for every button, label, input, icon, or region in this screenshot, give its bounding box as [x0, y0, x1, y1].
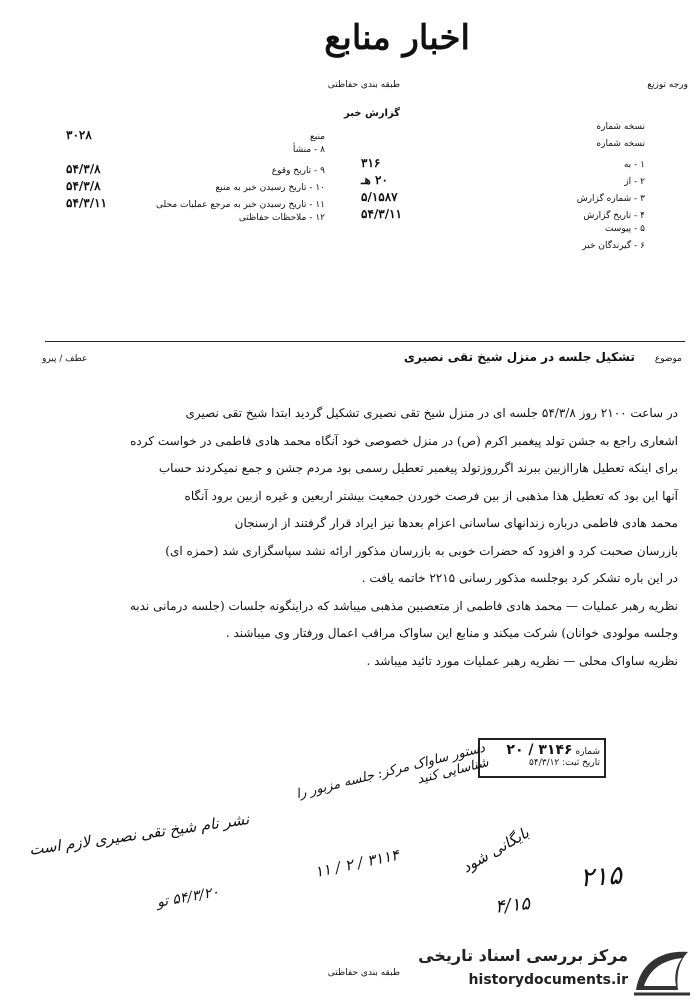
handwritten-note: دستور ساواک مرکز: جلسه مزبور را شناسایی کنید	[294, 740, 491, 803]
header-title: اخبار منابع	[324, 18, 470, 58]
body-line: آنها این بود که تعطیل هذا مذهبی از بین فرصت خوردن جمعیت بیشتر اربعین و غیره ازبین برود آنگاه	[184, 488, 678, 503]
field-label: ۵ - پیوست	[604, 224, 645, 234]
field-value: ۲۰ هـ	[361, 173, 388, 187]
handwritten-note: ۳۱۱۴ / ۲ / ۱۱	[313, 845, 401, 882]
report-body	[38, 400, 678, 675]
subject-row	[42, 350, 682, 364]
field-value: ۳۰۲۸	[66, 128, 92, 142]
field-row	[60, 162, 325, 179]
handwritten-note: بایگانی شود	[458, 823, 533, 877]
field-row	[355, 173, 645, 190]
stamp-label: شماره	[575, 747, 600, 757]
field-row	[60, 179, 325, 196]
field-label: منبع	[309, 132, 325, 142]
field-label: ۳ - شماره گزارش	[576, 194, 645, 204]
classification-bottom: طبقه بندی حفاظتی	[327, 968, 400, 978]
body-line: محمد هادی فاطمی درباره زندانهای ساسانی اعزام بعدها نیز ایراد قرار گرفتند از ارسنجان	[234, 516, 678, 530]
body-line: در ساعت ۲۱۰۰ روز ۵۴/۳/۸ جلسه ای در منزل شیخ تقی نصیری تشکیل گردید ابتدا شیخ تقی نصیری	[185, 406, 678, 420]
field-row	[355, 207, 645, 224]
field-label: ۶ - گیرندگان خبر	[582, 241, 645, 251]
report-title: گزارش خبر	[343, 108, 400, 119]
field-label: ۱۱ - تاریخ رسیدن خبر به مرجع عملیات محلی	[156, 200, 325, 210]
subject-label: موضوع	[654, 354, 682, 364]
body-line: نظریه ساواک محلی — نظریه رهبر عملیات مورد تائید میباشد .	[366, 653, 678, 668]
attachment-label: عطف / پیرو	[42, 354, 88, 364]
archive-logo-icon	[630, 942, 694, 1002]
field-label: ۴ - تاریخ گزارش	[583, 211, 645, 221]
body-line: در این باره تشکر کرد بوجلسه مذکور رسانی ۲۲۱۵ خاتمه یافت .	[361, 571, 678, 585]
field-row	[355, 241, 645, 258]
field-row	[355, 190, 645, 207]
field-value: ۳۱۶	[361, 156, 381, 170]
field-row	[60, 128, 325, 145]
field-label: ۲ - از	[624, 177, 645, 187]
field-value: ۵۴/۳/۱۱	[66, 196, 107, 210]
watermark-url: historydocuments.ir	[468, 972, 628, 988]
watermark-name: مرکز بررسی اسناد تاریخی	[418, 946, 628, 965]
field-row	[355, 224, 645, 241]
field-label: نسخه شماره	[596, 139, 645, 149]
body-line: برای اینکه تعطیل هاراازبین ببرند اگرروزتولد پیغمبر تعطیل رسمی بود مردم جشن و جمع نمیکردند حساب	[158, 461, 678, 475]
field-label: ۱۰ - تاریخ رسیدن خبر به منبع	[215, 183, 325, 193]
classification-top: طبقه بندی حفاظتی	[327, 80, 400, 90]
handwritten-note: ۲۱۵	[579, 860, 623, 894]
body-line: اشعاری راجع به جشن تولد پیغمبر اکرم (ص) در منزل خصوصی خود آنگاه محمد هادی فاطمی در خواست کرده	[130, 433, 678, 448]
handwritten-note: ۵۴/۳/۲۰ تو	[155, 884, 221, 911]
field-row	[355, 139, 645, 156]
stamp-date: تاریخ ثبت: ۵۴/۳/۱۲	[529, 758, 600, 768]
field-row	[60, 213, 325, 230]
fields-left-block	[355, 122, 645, 258]
header-divider	[45, 341, 685, 342]
stamp-number: ۳۱۴۶ / ۲۰	[506, 742, 573, 758]
field-row	[355, 156, 645, 173]
field-row	[355, 122, 645, 139]
handwritten-note: ۴/۱۵	[493, 893, 532, 918]
field-label: ۱ - به	[623, 160, 645, 170]
division-label: ورجه توزیع	[647, 80, 688, 90]
field-label: نسخه شماره	[596, 122, 645, 132]
subject-text: تشکیل جلسه در منزل شیخ تقی نصیری	[403, 350, 635, 364]
fields-right-block	[60, 128, 325, 230]
field-label: ۹ - تاریخ وقوع	[271, 166, 325, 176]
field-value: ۵۴/۳/۸	[66, 162, 101, 176]
body-line: وجلسه مولودی خوانان) شرکت میکند و منابع این ساواک مراقب اعمال ورفتار وی میباشند .	[225, 626, 678, 640]
body-line: بازرسان صحبت کرد و افزود که حضرات خوبی به بازرسان مذکور ارائه نشد سپاسگزاری شد (حمزه ای)	[165, 543, 678, 558]
field-value: ۵/۱۵۸۷	[361, 190, 398, 204]
registration-stamp	[478, 738, 606, 778]
field-label: ۱۲ - ملاحظات حفاظتی	[238, 213, 325, 223]
field-label: ۸ - منشأ	[292, 145, 325, 155]
field-value: ۵۴/۳/۸	[66, 179, 101, 193]
field-row	[60, 196, 325, 213]
field-value: ۵۴/۳/۱۱	[361, 207, 402, 221]
body-line: نظریه رهبر عملیات — محمد هادی فاطمی از متعصبین مذهبی میباشد که دراینگونه جلسات (جلسه درمانی ندبه	[129, 598, 678, 613]
field-row	[60, 145, 325, 162]
handwritten-note: نشر نام شیخ تقی نصیری لازم است	[27, 810, 251, 859]
